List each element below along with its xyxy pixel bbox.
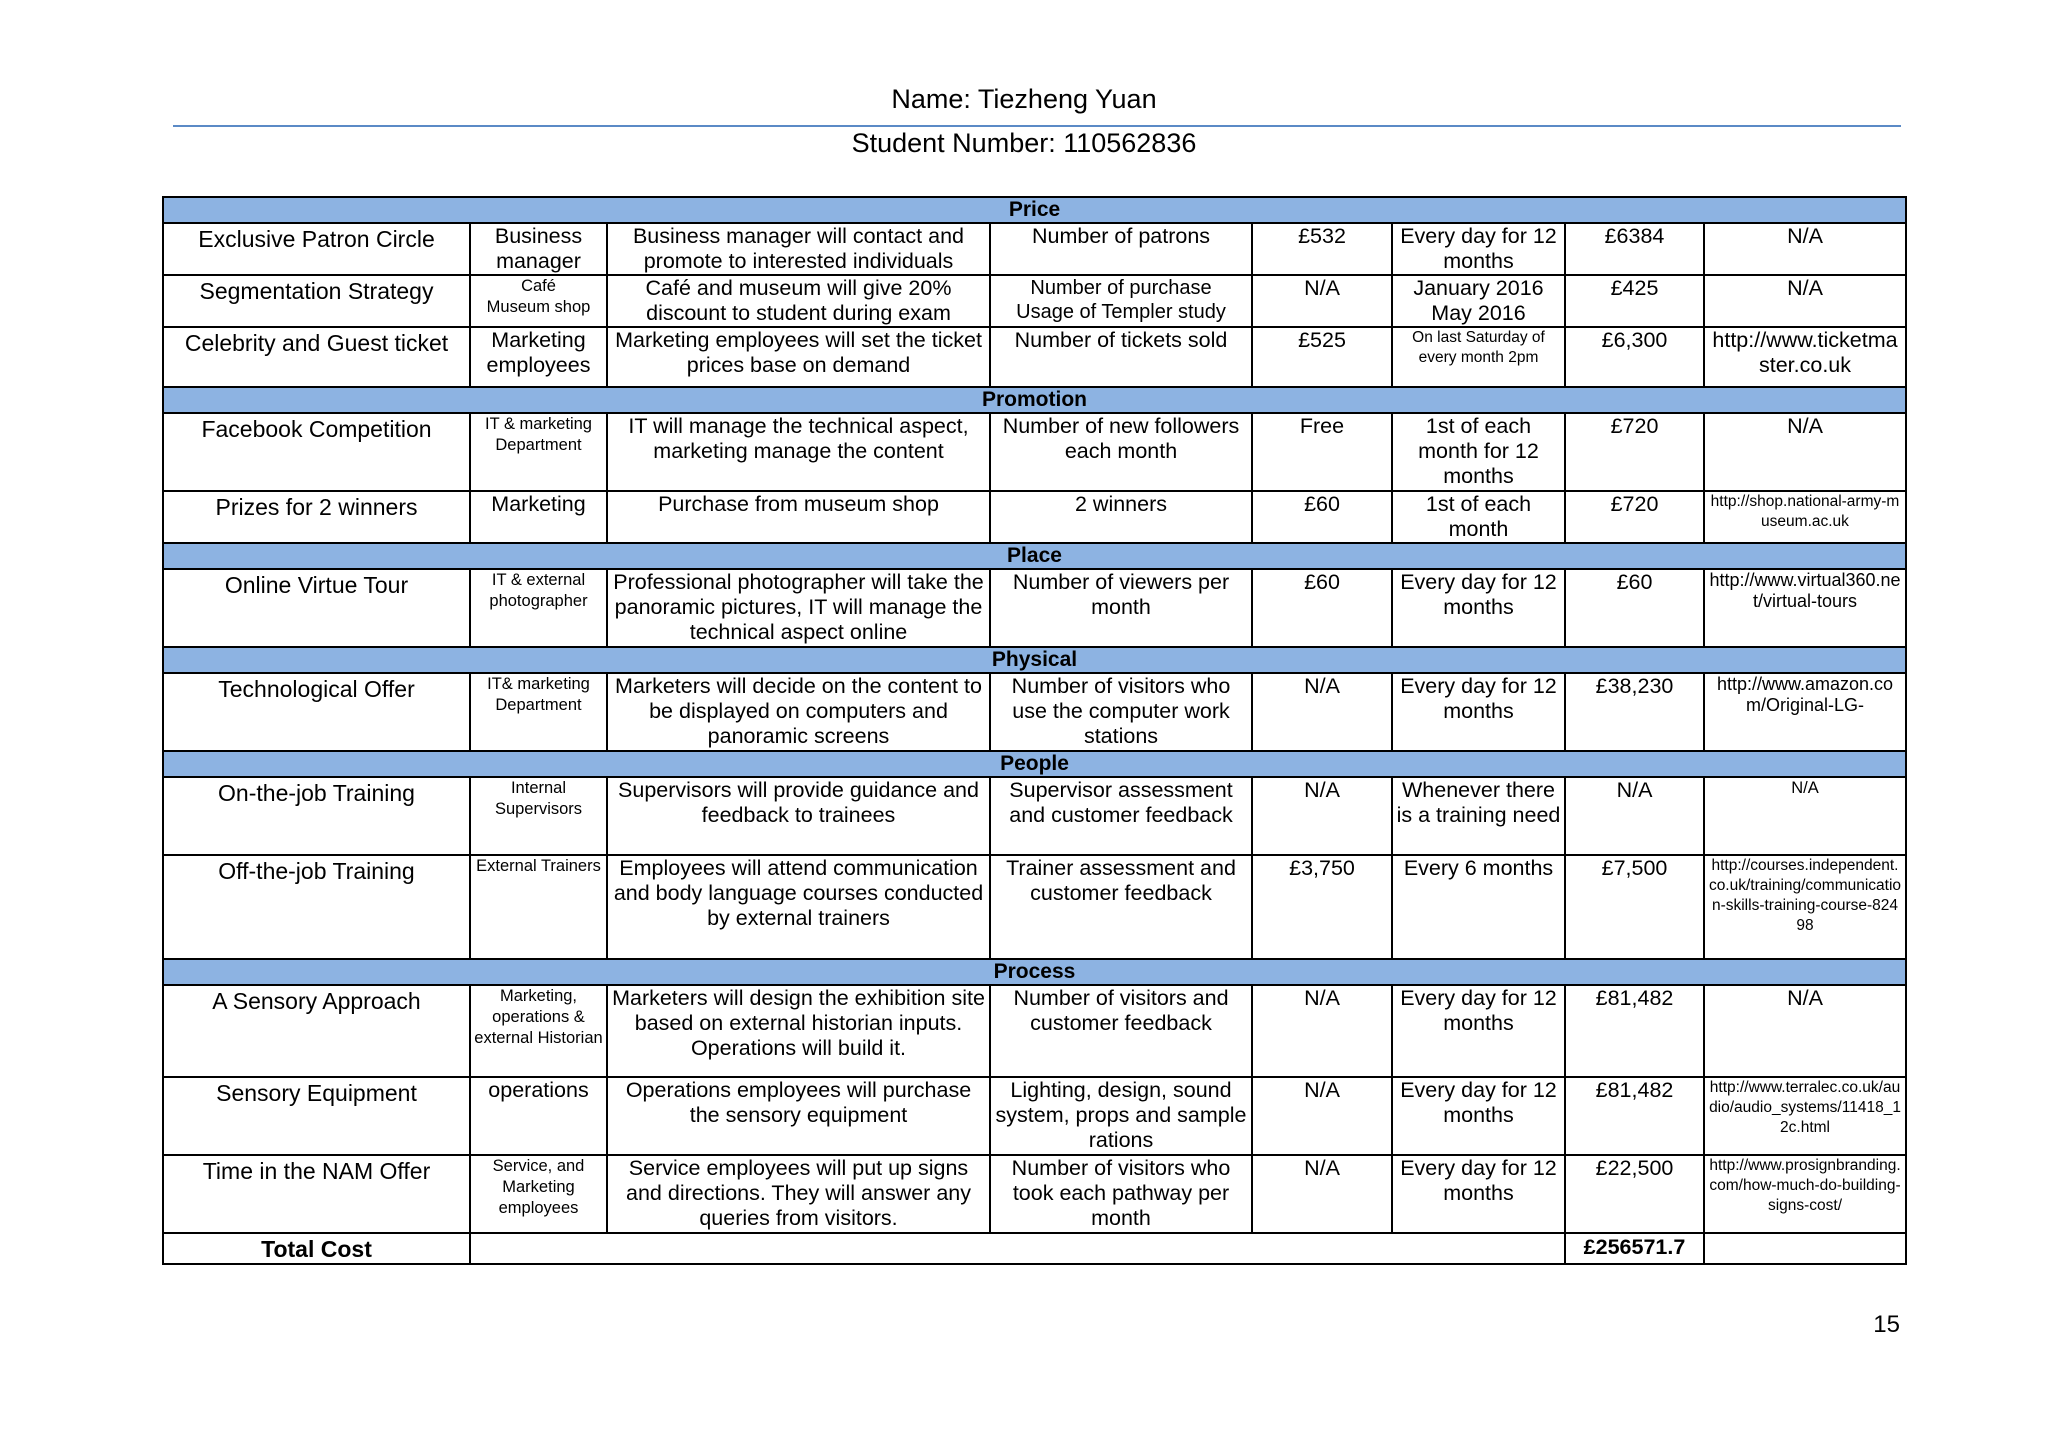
section-header-row [163, 647, 1906, 673]
section-title: Physical [163, 647, 1906, 673]
source-cell: N/A [1704, 985, 1906, 1077]
timing-cell: Every day for 12 months [1392, 1077, 1565, 1155]
timing-cell: Every day for 12 months [1392, 673, 1565, 751]
total-cell: £22,500 [1565, 1155, 1704, 1233]
source-cell: N/A [1704, 413, 1906, 491]
student-name: Name: Tiezheng Yuan [891, 84, 1157, 114]
description-cell: Professional photographer will take the panoramic pictures, IT will manage the technical aspect online [607, 569, 990, 647]
measure-cell: Number of new followers each month [990, 413, 1252, 491]
source-cell: http://www.terralec.co.uk/audio/audio_systems/11418_12c.html [1704, 1077, 1906, 1155]
activity-cell: Sensory Equipment [163, 1077, 470, 1155]
description-cell: Marketers will design the exhibition site based on external historian inputs. Operations will build it. [607, 985, 990, 1077]
activity-cell: Technological Offer [163, 673, 470, 751]
timing-cell: 1st of each month [1392, 491, 1565, 543]
source-cell: http://shop.national-army-museum.ac.uk [1704, 491, 1906, 543]
table-row [163, 673, 1906, 751]
source-cell: http://courses.independent.co.uk/training/communication-skills-training-course-82498 [1704, 855, 1906, 959]
page-number: 15 [1873, 1311, 1900, 1338]
table-row [163, 985, 1906, 1077]
total-cell: N/A [1565, 777, 1704, 855]
measure-cell: Number of visitors and customer feedback [990, 985, 1252, 1077]
timing-cell: Every day for 12 months [1392, 223, 1565, 275]
cost-cell: £525 [1252, 327, 1392, 387]
cost-cell: N/A [1252, 275, 1392, 327]
description-cell: Supervisors will provide guidance and feedback to trainees [607, 777, 990, 855]
cost-cell: £3,750 [1252, 855, 1392, 959]
measure-cell: Number of viewers per month [990, 569, 1252, 647]
table-row [163, 327, 1906, 387]
cost-cell: N/A [1252, 1155, 1392, 1233]
measure-cell: Supervisor assessment and customer feedback [990, 777, 1252, 855]
section-header-row [163, 959, 1906, 985]
cost-cell: N/A [1252, 985, 1392, 1077]
description-cell: Business manager will contact and promote to interested individuals [607, 223, 990, 275]
total-spacer-cell [470, 1233, 1565, 1264]
section-title: Promotion [163, 387, 1906, 413]
source-cell: http://www.amazon.com/Original-LG- [1704, 673, 1906, 751]
activity-cell: Facebook Competition [163, 413, 470, 491]
marketing-plan-table [162, 196, 1907, 1265]
responsible-cell: IT& marketing Department [470, 673, 607, 751]
student-number: Student Number: 110562836 [851, 128, 1197, 158]
activity-cell: Celebrity and Guest ticket [163, 327, 470, 387]
total-cell: £6,300 [1565, 327, 1704, 387]
responsible-cell: Business manager [470, 223, 607, 275]
total-cell: £7,500 [1565, 855, 1704, 959]
table-row [163, 569, 1906, 647]
source-cell: http://www.virtual360.net/virtual-tours [1704, 569, 1906, 647]
measure-cell: Number of visitors who use the computer work stations [990, 673, 1252, 751]
cost-cell: Free [1252, 413, 1392, 491]
source-cell: http://www.prosignbranding.com/how-much-do-building-signs-cost/ [1704, 1155, 1906, 1233]
total-cell: £38,230 [1565, 673, 1704, 751]
measure-cell: Number of purchase Usage of Templer study [990, 275, 1252, 327]
responsible-cell: Marketing, operations & external Historian [470, 985, 607, 1077]
section-header-row [163, 543, 1906, 569]
description-cell: Marketers will decide on the content to be displayed on computers and panoramic screens [607, 673, 990, 751]
header-divider [173, 125, 1901, 127]
total-cell: £425 [1565, 275, 1704, 327]
cost-cell: N/A [1252, 777, 1392, 855]
total-cell: £6384 [1565, 223, 1704, 275]
timing-cell: Every day for 12 months [1392, 569, 1565, 647]
measure-cell: Number of tickets sold [990, 327, 1252, 387]
table-row [163, 1077, 1906, 1155]
responsible-cell: IT & external photographer [470, 569, 607, 647]
cost-cell: £532 [1252, 223, 1392, 275]
activity-cell: On-the-job Training [163, 777, 470, 855]
total-cell: £81,482 [1565, 985, 1704, 1077]
responsible-cell: Marketing [470, 491, 607, 543]
responsible-cell: Service, and Marketing employees [470, 1155, 607, 1233]
source-cell: http://www.ticketmaster.co.uk [1704, 327, 1906, 387]
total-cell: £720 [1565, 413, 1704, 491]
responsible-cell: External Trainers [470, 855, 607, 959]
table-row [163, 777, 1906, 855]
responsible-cell: operations [470, 1077, 607, 1155]
total-cell: £720 [1565, 491, 1704, 543]
timing-cell: 1st of each month for 12 months [1392, 413, 1565, 491]
responsible-cell: Café Museum shop [470, 275, 607, 327]
section-header-row [163, 197, 1906, 223]
measure-cell: 2 winners [990, 491, 1252, 543]
source-cell: N/A [1704, 777, 1906, 855]
section-header-row [163, 387, 1906, 413]
activity-cell: Segmentation Strategy [163, 275, 470, 327]
cost-cell: N/A [1252, 1077, 1392, 1155]
description-cell: Operations employees will purchase the sensory equipment [607, 1077, 990, 1155]
measure-cell: Number of patrons [990, 223, 1252, 275]
timing-cell: On last Saturday of every month 2pm [1392, 327, 1565, 387]
description-cell: Employees will attend communication and body language courses conducted by external trainers [607, 855, 990, 959]
table-row [163, 491, 1906, 543]
total-cell: £81,482 [1565, 1077, 1704, 1155]
description-cell: Service employees will put up signs and directions. They will answer any queries from visitors. [607, 1155, 990, 1233]
cost-cell: £60 [1252, 569, 1392, 647]
cost-cell: N/A [1252, 673, 1392, 751]
table-row [163, 855, 1906, 959]
timing-cell: Every 6 months [1392, 855, 1565, 959]
responsible-cell: IT & marketing Department [470, 413, 607, 491]
section-header-row [163, 751, 1906, 777]
section-title: Price [163, 197, 1906, 223]
activity-cell: Off-the-job Training [163, 855, 470, 959]
total-row [163, 1233, 1906, 1264]
source-cell: N/A [1704, 275, 1906, 327]
measure-cell: Number of visitors who took each pathway per month [990, 1155, 1252, 1233]
responsible-cell: Internal Supervisors [470, 777, 607, 855]
timing-cell: Whenever there is a training need [1392, 777, 1565, 855]
responsible-cell: Marketing employees [470, 327, 607, 387]
timing-cell: January 2016 May 2016 [1392, 275, 1565, 327]
section-title: People [163, 751, 1906, 777]
description-cell: Marketing employees will set the ticket prices base on demand [607, 327, 990, 387]
total-empty-cell [1704, 1233, 1906, 1264]
measure-cell: Trainer assessment and customer feedback [990, 855, 1252, 959]
table-row [163, 1155, 1906, 1233]
description-cell: Purchase from museum shop [607, 491, 990, 543]
activity-cell: Exclusive Patron Circle [163, 223, 470, 275]
activity-cell: Prizes for 2 winners [163, 491, 470, 543]
description-cell: Café and museum will give 20% discount to student during exam [607, 275, 990, 327]
section-title: Process [163, 959, 1906, 985]
table-row [163, 413, 1906, 491]
total-cell: £60 [1565, 569, 1704, 647]
activity-cell: A Sensory Approach [163, 985, 470, 1077]
table-row [163, 223, 1906, 275]
timing-cell: Every day for 12 months [1392, 985, 1565, 1077]
total-cost-label: Total Cost [163, 1233, 470, 1264]
source-cell: N/A [1704, 223, 1906, 275]
cost-cell: £60 [1252, 491, 1392, 543]
section-title: Place [163, 543, 1906, 569]
table-row [163, 275, 1906, 327]
activity-cell: Time in the NAM Offer [163, 1155, 470, 1233]
activity-cell: Online Virtue Tour [163, 569, 470, 647]
measure-cell: Lighting, design, sound system, props and sample rations [990, 1077, 1252, 1155]
timing-cell: Every day for 12 months [1392, 1155, 1565, 1233]
total-cost-value: £256571.7 [1565, 1233, 1704, 1264]
description-cell: IT will manage the technical aspect, marketing manage the content [607, 413, 990, 491]
